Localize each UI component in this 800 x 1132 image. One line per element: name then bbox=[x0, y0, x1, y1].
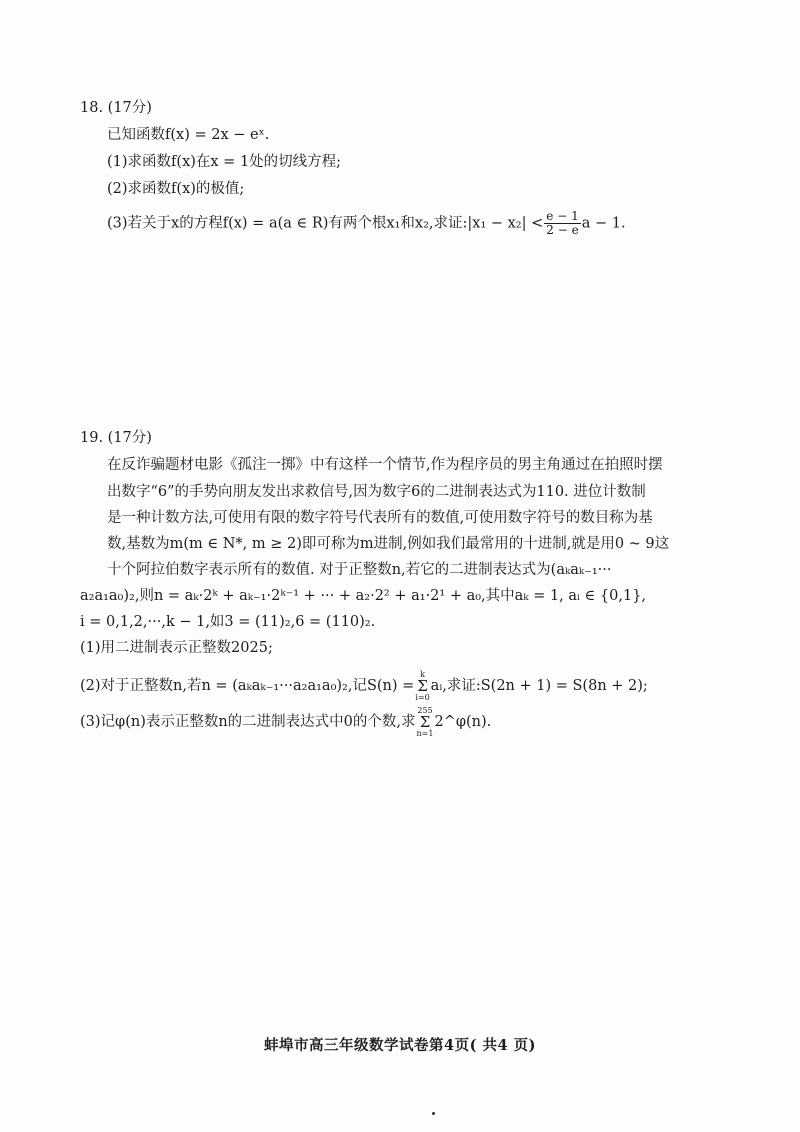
q19-part2-text-a: (2)对于正整数n,若n = (aₖaₖ₋₁···a₂a₁a₀)₂,记S(n) = bbox=[80, 678, 415, 694]
q18-part1: (1)求函数f(x)在x = 1处的切线方程; bbox=[107, 154, 342, 170]
q19-part1: (1)用二进制表示正整数2025; bbox=[80, 640, 273, 656]
q19-part3 bbox=[80, 706, 491, 738]
q18-stem: 已知函数f(x) = 2x − eˣ. bbox=[107, 127, 270, 143]
sum-lower-limit: n=1 bbox=[416, 729, 434, 738]
fraction-numerator: e − 1 bbox=[546, 209, 579, 223]
q19-stem-line-1: 在反诈骗题材电影《孤注一掷》中有这样一个情节,作为程序员的男主角通过在拍照时摆 bbox=[107, 457, 663, 473]
q19-part3-text-a: (3)记φ(n)表示正整数n的二进制表达式中0的个数,求 bbox=[80, 714, 416, 730]
sum-lower-limit: i=0 bbox=[415, 693, 430, 702]
scan-speck bbox=[432, 1112, 435, 1115]
q19-part3-text-b: 2^φ(n). bbox=[434, 714, 492, 730]
q19-stem-line-6: a₂a₁a₀)₂,则n = aₖ·2ᵏ + aₖ₋₁·2ᵏ⁻¹ + ··· + a₂·2² + a₁·2¹ + a₀,其中aₖ = 1, aᵢ ∈ {0,1}, bbox=[80, 588, 647, 604]
q18-part3-text-b: a − 1. bbox=[581, 215, 626, 232]
q19-stem-line-5: 十个阿拉伯数字表示所有的数值. 对于正整数n,若它的二进制表达式为(aₖaₖ₋₁··· bbox=[107, 562, 612, 578]
page-footer: 蚌埠市高三年级数学试卷第4页( 共4 页) bbox=[264, 1037, 536, 1054]
sigma-symbol: Σ bbox=[419, 713, 431, 731]
sum-upper-limit: k bbox=[420, 670, 425, 679]
q19-stem-line-4: 数,基数为m(m ∈ N*, m ≥ 2)即可称为m进制,例如我们最常用的十进制,就是用0 ~ 9这 bbox=[107, 536, 670, 552]
q19-stem-line-7: i = 0,1,2,···,k − 1,如3 = (11)₂,6 = (110)₂. bbox=[80, 614, 376, 630]
summation-255 bbox=[417, 706, 434, 738]
sigma-symbol: Σ bbox=[417, 677, 428, 695]
fraction-denominator: 2 − e bbox=[546, 223, 579, 237]
sum-upper-limit: 255 bbox=[417, 706, 433, 715]
q18-part3-fraction bbox=[544, 210, 580, 237]
summation-k bbox=[415, 670, 429, 702]
q19-part2-text-b: aᵢ,求证:S(2n + 1) = S(8n + 2); bbox=[430, 678, 648, 694]
q18-part3-text-a: (3)若关于x的方程f(x) = a(a ∈ R)有两个根x₁和x₂,求证:|x₁ − x₂| < bbox=[107, 215, 544, 232]
q18-header: 18. (17分) bbox=[80, 100, 152, 116]
q18-part2: (2)求函数f(x)的极值; bbox=[107, 181, 245, 197]
q19-header: 19. (17分) bbox=[80, 430, 152, 446]
q19-part2 bbox=[80, 670, 648, 702]
q18-part3 bbox=[107, 210, 626, 237]
q19-stem-line-3: 是一种计数方法,可使用有限的数字符号代表所有的数值,可使用数字符号的数目称为基 bbox=[107, 510, 653, 526]
q19-stem-line-2: 出数字“6”的手势向朋友发出求救信号,因为数字6的二进制表达式为110. 进位计数制 bbox=[107, 484, 646, 500]
